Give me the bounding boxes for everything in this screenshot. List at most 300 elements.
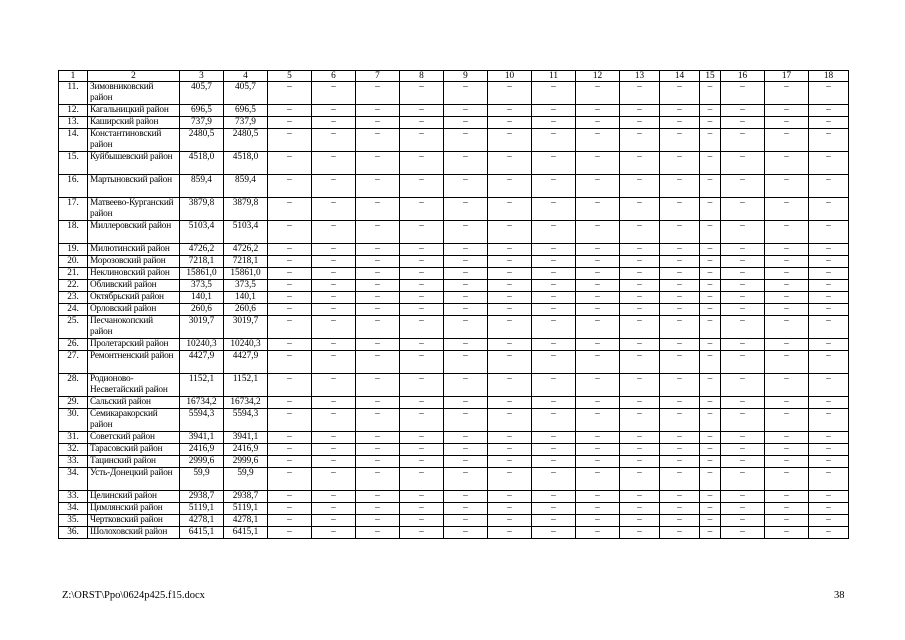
district-name: Октябрьский район xyxy=(88,292,180,304)
dash-cell: – xyxy=(488,129,532,152)
value-col-3: 4278,1 xyxy=(180,515,224,527)
dash-cell: – xyxy=(356,527,400,539)
table-row xyxy=(59,456,849,468)
dash-cell: – xyxy=(488,117,532,129)
table-row xyxy=(59,316,849,339)
dash-cell: – xyxy=(809,339,849,351)
dash-cell: – xyxy=(488,503,532,515)
dash-cell: – xyxy=(620,304,660,316)
value-col-3: 5119,1 xyxy=(180,503,224,515)
dash-cell: – xyxy=(700,292,721,304)
dash-cell: – xyxy=(620,198,660,221)
dash-cell: – xyxy=(721,527,765,539)
dash-cell: – xyxy=(660,432,700,444)
dash-cell: – xyxy=(620,129,660,152)
district-name: Усть-Донецкий район xyxy=(88,468,180,491)
dash-cell: – xyxy=(721,304,765,316)
column-header-5: 5 xyxy=(268,71,312,82)
dash-cell: – xyxy=(721,468,765,491)
dash-cell: – xyxy=(488,374,532,397)
table-row xyxy=(59,256,849,268)
row-number: 35. xyxy=(59,515,88,527)
dash-cell: – xyxy=(400,82,444,105)
value-col-4: 2999,6 xyxy=(224,456,268,468)
dash-cell: – xyxy=(532,374,576,397)
column-header-15: 15 xyxy=(700,71,721,82)
district-name: Тарасовский район xyxy=(88,444,180,456)
dash-cell: – xyxy=(532,244,576,256)
table-row xyxy=(59,82,849,105)
dash-cell: – xyxy=(444,292,488,304)
dash-cell: – xyxy=(444,117,488,129)
dash-cell: – xyxy=(809,503,849,515)
dash-cell: – xyxy=(809,304,849,316)
dash-cell: – xyxy=(660,456,700,468)
dash-cell: – xyxy=(444,268,488,280)
dash-cell: – xyxy=(620,468,660,491)
dash-cell: – xyxy=(809,316,849,339)
dash-cell: – xyxy=(268,527,312,539)
dash-cell: – xyxy=(765,105,809,117)
dash-cell: – xyxy=(700,175,721,198)
district-name: Мартыновский район xyxy=(88,175,180,198)
dash-cell: – xyxy=(721,515,765,527)
dash-cell: – xyxy=(356,316,400,339)
dash-cell: – xyxy=(356,292,400,304)
dash-cell: – xyxy=(312,82,356,105)
footer-file-path: Z:\ORST\Ppo\0624p425.f15.docx xyxy=(62,590,205,601)
dash-cell: – xyxy=(620,117,660,129)
table-row xyxy=(59,105,849,117)
dash-cell: – xyxy=(620,244,660,256)
dash-cell: – xyxy=(660,280,700,292)
value-col-4: 737,9 xyxy=(224,117,268,129)
value-col-3: 2480,5 xyxy=(180,129,224,152)
dash-cell: – xyxy=(620,432,660,444)
dash-cell: – xyxy=(576,432,620,444)
dash-cell: – xyxy=(809,256,849,268)
dash-cell: – xyxy=(765,503,809,515)
district-name: Родионово-Несветайский район xyxy=(88,374,180,397)
dash-cell: – xyxy=(312,515,356,527)
dash-cell: – xyxy=(400,268,444,280)
dash-cell: – xyxy=(488,268,532,280)
dash-cell: – xyxy=(312,351,356,374)
dash-cell: – xyxy=(809,527,849,539)
dash-cell: – xyxy=(809,268,849,280)
dash-cell: – xyxy=(444,374,488,397)
dash-cell: – xyxy=(721,175,765,198)
dash-cell: – xyxy=(660,105,700,117)
dash-cell: – xyxy=(809,491,849,503)
dash-cell: – xyxy=(400,397,444,409)
dash-cell: – xyxy=(809,198,849,221)
dash-cell: – xyxy=(576,244,620,256)
column-header-2: 2 xyxy=(88,71,180,82)
value-col-3: 3941,1 xyxy=(180,432,224,444)
dash-cell: – xyxy=(700,198,721,221)
dash-cell: – xyxy=(356,244,400,256)
table-row xyxy=(59,409,849,432)
dash-cell: – xyxy=(312,397,356,409)
dash-cell: – xyxy=(721,491,765,503)
dash-cell: – xyxy=(721,280,765,292)
value-col-3: 15861,0 xyxy=(180,268,224,280)
dash-cell: – xyxy=(488,527,532,539)
dash-cell: – xyxy=(809,280,849,292)
dash-cell: – xyxy=(700,152,721,175)
dash-cell: – xyxy=(809,221,849,244)
dash-cell: – xyxy=(700,221,721,244)
dash-cell: – xyxy=(356,374,400,397)
column-header-11: 11 xyxy=(532,71,576,82)
dash-cell: – xyxy=(400,468,444,491)
district-name: Неклиновский район xyxy=(88,268,180,280)
dash-cell: – xyxy=(620,374,660,397)
dash-cell: – xyxy=(620,175,660,198)
dash-cell: – xyxy=(444,129,488,152)
dash-cell: – xyxy=(488,292,532,304)
dash-cell: – xyxy=(488,351,532,374)
dash-cell: – xyxy=(356,268,400,280)
row-number: 16. xyxy=(59,175,88,198)
dash-cell: – xyxy=(312,527,356,539)
dash-cell: – xyxy=(765,129,809,152)
dash-cell: – xyxy=(488,304,532,316)
dash-cell: – xyxy=(312,503,356,515)
row-number: 33. xyxy=(59,456,88,468)
district-name: Зимовниковский район xyxy=(88,82,180,105)
dash-cell: – xyxy=(312,292,356,304)
table-body xyxy=(59,82,849,539)
table-row xyxy=(59,468,849,491)
dash-cell: – xyxy=(356,198,400,221)
value-col-4: 140,1 xyxy=(224,292,268,304)
dash-cell: – xyxy=(268,244,312,256)
table-row xyxy=(59,527,849,539)
dash-cell: – xyxy=(532,316,576,339)
dash-cell: – xyxy=(268,82,312,105)
dash-cell: – xyxy=(488,456,532,468)
dash-cell: – xyxy=(809,397,849,409)
dash-cell: – xyxy=(576,527,620,539)
dash-cell: – xyxy=(268,129,312,152)
dash-cell: – xyxy=(356,515,400,527)
table-row xyxy=(59,432,849,444)
district-name: Сальский район xyxy=(88,397,180,409)
dash-cell: – xyxy=(620,527,660,539)
district-name: Куйбышевский район xyxy=(88,152,180,175)
value-col-4: 4427,9 xyxy=(224,351,268,374)
dash-cell: – xyxy=(268,221,312,244)
dash-cell: – xyxy=(765,292,809,304)
dash-cell: – xyxy=(620,409,660,432)
dash-cell: – xyxy=(660,304,700,316)
column-header-4: 4 xyxy=(224,71,268,82)
dash-cell: – xyxy=(765,280,809,292)
dash-cell: – xyxy=(660,339,700,351)
district-name: Целинский район xyxy=(88,491,180,503)
dash-cell: – xyxy=(721,152,765,175)
dash-cell: – xyxy=(444,491,488,503)
dash-cell: – xyxy=(660,244,700,256)
value-col-3: 6415,1 xyxy=(180,527,224,539)
column-header-1: 1 xyxy=(59,71,88,82)
dash-cell: – xyxy=(576,409,620,432)
dash-cell: – xyxy=(660,444,700,456)
dash-cell: – xyxy=(700,280,721,292)
dash-cell: – xyxy=(488,515,532,527)
dash-cell: – xyxy=(765,175,809,198)
dash-cell: – xyxy=(312,152,356,175)
row-number: 32. xyxy=(59,444,88,456)
dash-cell: – xyxy=(356,256,400,268)
dash-cell: – xyxy=(532,256,576,268)
dash-cell: – xyxy=(532,82,576,105)
dash-cell: – xyxy=(721,292,765,304)
dash-cell: – xyxy=(268,339,312,351)
dash-cell: – xyxy=(765,444,809,456)
dash-cell: – xyxy=(488,175,532,198)
dash-cell: – xyxy=(488,444,532,456)
table-row xyxy=(59,117,849,129)
dash-cell: – xyxy=(444,221,488,244)
dash-cell: – xyxy=(488,221,532,244)
dash-cell: – xyxy=(268,304,312,316)
dash-cell: – xyxy=(444,316,488,339)
dash-cell: – xyxy=(356,221,400,244)
dash-cell: – xyxy=(532,175,576,198)
dash-cell: – xyxy=(444,280,488,292)
dash-cell: – xyxy=(488,468,532,491)
value-col-4: 859,4 xyxy=(224,175,268,198)
table-row xyxy=(59,304,849,316)
dash-cell: – xyxy=(721,432,765,444)
dash-cell: – xyxy=(620,256,660,268)
dash-cell: – xyxy=(700,515,721,527)
dash-cell: – xyxy=(576,117,620,129)
dash-cell: – xyxy=(765,409,809,432)
dash-cell: – xyxy=(721,198,765,221)
table-row xyxy=(59,503,849,515)
dash-cell: – xyxy=(268,292,312,304)
dash-cell: – xyxy=(356,152,400,175)
district-name: Цимлянский район xyxy=(88,503,180,515)
dash-cell: – xyxy=(400,198,444,221)
dash-cell: – xyxy=(532,491,576,503)
dash-cell: – xyxy=(532,515,576,527)
dash-cell: – xyxy=(356,339,400,351)
dash-cell: – xyxy=(809,456,849,468)
dash-cell: – xyxy=(576,175,620,198)
dash-cell: – xyxy=(532,444,576,456)
district-name: Обливский район xyxy=(88,280,180,292)
dash-cell: – xyxy=(620,351,660,374)
dash-cell: – xyxy=(576,374,620,397)
dash-cell: – xyxy=(356,432,400,444)
table-row xyxy=(59,221,849,244)
dash-cell: – xyxy=(660,268,700,280)
dash-cell: – xyxy=(809,244,849,256)
dash-cell: – xyxy=(312,468,356,491)
dash-cell: – xyxy=(312,175,356,198)
value-col-3: 3019,7 xyxy=(180,316,224,339)
dash-cell: – xyxy=(268,351,312,374)
row-number: 23. xyxy=(59,292,88,304)
dash-cell: – xyxy=(400,292,444,304)
dash-cell: – xyxy=(312,105,356,117)
dash-cell: – xyxy=(765,468,809,491)
column-header-16: 16 xyxy=(721,71,765,82)
dash-cell: – xyxy=(488,256,532,268)
table-row xyxy=(59,351,849,374)
dash-cell: – xyxy=(700,444,721,456)
dash-cell: – xyxy=(400,105,444,117)
dash-cell: – xyxy=(400,339,444,351)
dash-cell: – xyxy=(444,351,488,374)
dash-cell: – xyxy=(312,491,356,503)
row-number: 20. xyxy=(59,256,88,268)
value-col-3: 2416,9 xyxy=(180,444,224,456)
dash-cell: – xyxy=(620,280,660,292)
dash-cell: – xyxy=(532,152,576,175)
dash-cell: – xyxy=(620,444,660,456)
dash-cell: – xyxy=(660,117,700,129)
dash-cell: – xyxy=(488,82,532,105)
dash-cell: – xyxy=(268,444,312,456)
dash-cell: – xyxy=(700,256,721,268)
table-row xyxy=(59,244,849,256)
dash-cell: – xyxy=(620,152,660,175)
dash-cell: – xyxy=(312,268,356,280)
value-col-3: 7218,1 xyxy=(180,256,224,268)
dash-cell: – xyxy=(700,397,721,409)
dash-cell: – xyxy=(809,175,849,198)
dash-cell: – xyxy=(620,339,660,351)
dash-cell: – xyxy=(576,129,620,152)
dash-cell: – xyxy=(576,444,620,456)
dash-cell: – xyxy=(268,175,312,198)
dash-cell: – xyxy=(488,316,532,339)
column-header-17: 17 xyxy=(765,71,809,82)
row-number: 22. xyxy=(59,280,88,292)
dash-cell: – xyxy=(721,409,765,432)
dash-cell: – xyxy=(576,351,620,374)
dash-cell: – xyxy=(700,432,721,444)
dash-cell: – xyxy=(312,374,356,397)
district-name: Советский район xyxy=(88,432,180,444)
dash-cell: – xyxy=(356,409,400,432)
value-col-4: 373,5 xyxy=(224,280,268,292)
dash-cell: – xyxy=(576,221,620,244)
dash-cell: – xyxy=(765,244,809,256)
dash-cell: – xyxy=(400,515,444,527)
value-col-3: 5594,3 xyxy=(180,409,224,432)
dash-cell: – xyxy=(809,432,849,444)
table-row xyxy=(59,397,849,409)
table-row xyxy=(59,198,849,221)
dash-cell: – xyxy=(532,503,576,515)
dash-cell: – xyxy=(620,292,660,304)
dash-cell: – xyxy=(765,397,809,409)
dash-cell: – xyxy=(488,409,532,432)
dash-cell: – xyxy=(268,397,312,409)
value-col-3: 3879,8 xyxy=(180,198,224,221)
dash-cell: – xyxy=(444,397,488,409)
page-number: 38 xyxy=(834,590,845,601)
dash-cell: – xyxy=(576,456,620,468)
dash-cell: – xyxy=(444,152,488,175)
row-number: 27. xyxy=(59,351,88,374)
dash-cell: – xyxy=(400,503,444,515)
dash-cell: – xyxy=(400,316,444,339)
dash-cell: – xyxy=(312,129,356,152)
dash-cell: – xyxy=(576,515,620,527)
dash-cell: – xyxy=(576,105,620,117)
dash-cell: – xyxy=(488,244,532,256)
dash-cell: – xyxy=(488,397,532,409)
dash-cell: – xyxy=(268,491,312,503)
dash-cell: – xyxy=(532,198,576,221)
dash-cell: – xyxy=(721,129,765,152)
dash-cell: – xyxy=(356,175,400,198)
dash-cell: – xyxy=(532,351,576,374)
dash-cell: – xyxy=(809,292,849,304)
dash-cell: – xyxy=(312,304,356,316)
dash-cell: – xyxy=(488,105,532,117)
dash-cell: – xyxy=(268,456,312,468)
dash-cell: – xyxy=(660,129,700,152)
dash-cell: – xyxy=(660,409,700,432)
table-row xyxy=(59,515,849,527)
dash-cell: – xyxy=(312,244,356,256)
dash-cell: – xyxy=(660,503,700,515)
dash-cell: – xyxy=(532,117,576,129)
dash-cell: – xyxy=(576,316,620,339)
dash-cell: – xyxy=(721,351,765,374)
value-col-3: 10240,3 xyxy=(180,339,224,351)
dash-cell: – xyxy=(809,374,849,397)
dash-cell: – xyxy=(660,351,700,374)
dash-cell: – xyxy=(400,152,444,175)
value-col-3: 5103,4 xyxy=(180,221,224,244)
dash-cell: – xyxy=(312,280,356,292)
value-col-3: 373,5 xyxy=(180,280,224,292)
dash-cell: – xyxy=(809,515,849,527)
value-col-4: 3019,7 xyxy=(224,316,268,339)
district-name: Ремонтненский район xyxy=(88,351,180,374)
dash-cell: – xyxy=(576,491,620,503)
dash-cell: – xyxy=(660,468,700,491)
dash-cell: – xyxy=(765,198,809,221)
table-row xyxy=(59,280,849,292)
dash-cell: – xyxy=(400,256,444,268)
dash-cell: – xyxy=(400,304,444,316)
dash-cell: – xyxy=(765,515,809,527)
dash-cell: – xyxy=(809,82,849,105)
dash-cell: – xyxy=(312,339,356,351)
dash-cell: – xyxy=(620,456,660,468)
dash-cell: – xyxy=(660,221,700,244)
dash-cell: – xyxy=(721,339,765,351)
dash-cell: – xyxy=(721,456,765,468)
table-row xyxy=(59,491,849,503)
dash-cell: – xyxy=(400,351,444,374)
row-number: 26. xyxy=(59,339,88,351)
dash-cell: – xyxy=(268,515,312,527)
district-name: Константиновский район xyxy=(88,129,180,152)
dash-cell: – xyxy=(268,503,312,515)
